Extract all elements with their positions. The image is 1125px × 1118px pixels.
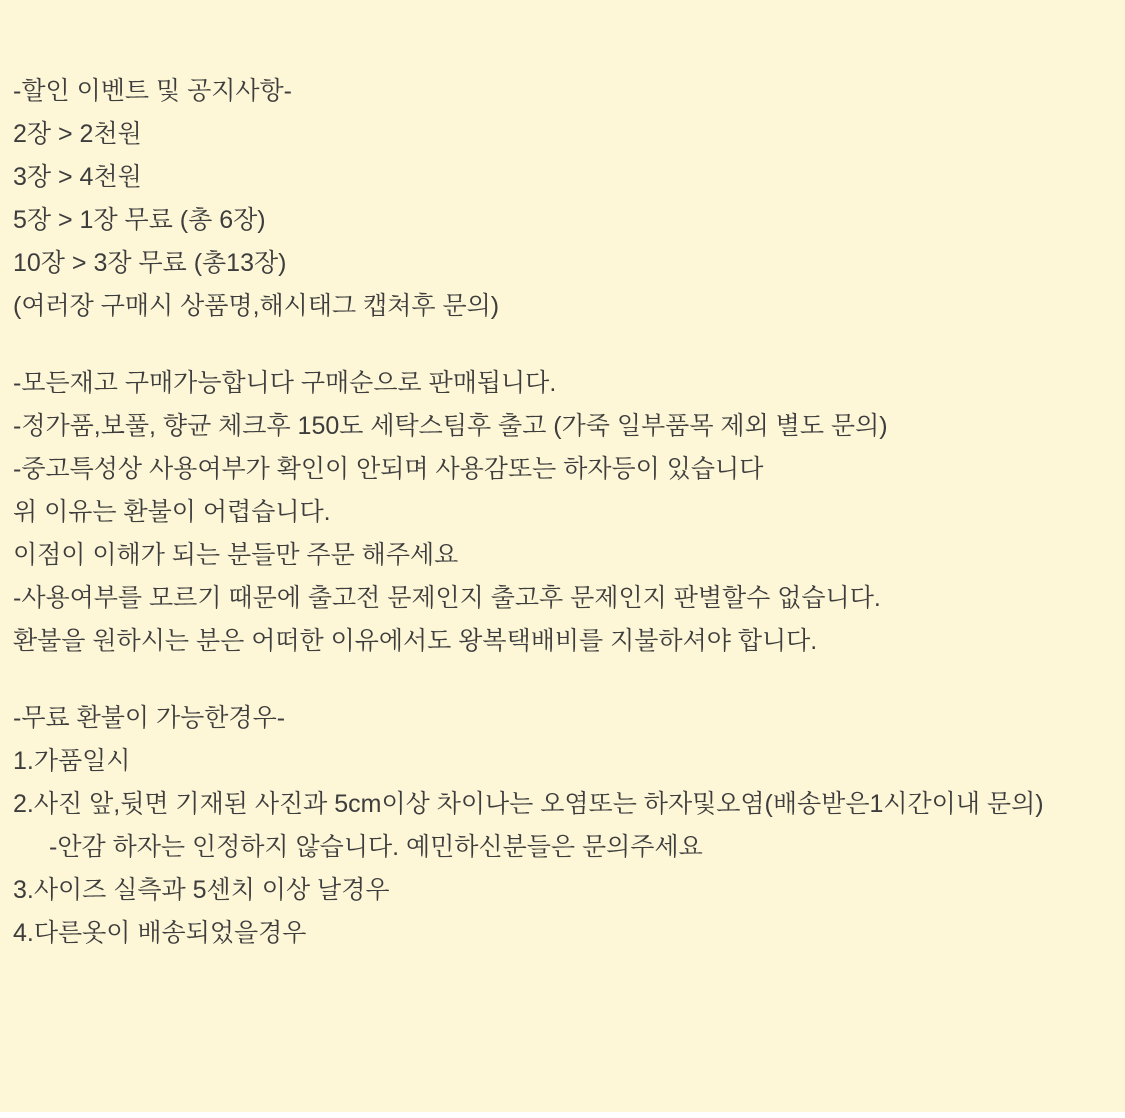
policy-line-order-request: 이점이 이해가 되는 분들만 주문 해주세요 — [13, 541, 459, 569]
discount-section-title: -할인 이벤트 및 공지사항- — [13, 77, 292, 105]
discount-line-multi-purchase-note: (여러장 구매시 상품명,해시태그 캡쳐후 문의) — [13, 292, 500, 320]
free-refund-item-size: 3.사이즈 실측과 5센치 이상 날경우 — [13, 876, 390, 904]
discount-line-10pcs: 10장 > 3장 무료 (총13장) — [13, 249, 287, 277]
discount-line-2pcs: 2장 > 2천원 — [13, 120, 142, 148]
free-refund-note-lining: -안감 하자는 인정하지 않습니다. 예민하신분들은 문의주세요 — [49, 833, 703, 861]
free-refund-item-fake: 1.가품일시 — [13, 747, 131, 775]
policy-line-steam-check: -정가품,보풀, 향균 체크후 150도 세탁스팀후 출고 (가죽 일부품목 제외 별도 문의) — [13, 412, 888, 440]
section-gap — [13, 663, 1105, 697]
free-refund-item-stain: 2.사진 앞,뒷면 기재된 사진과 5cm이상 차이나는 오염또는 하자및오염(배송받은1시간이내 문의) — [13, 790, 1044, 818]
free-refund-item-wrong-item: 4.다른옷이 배송되었을경우 — [13, 919, 307, 947]
policy-line-used-condition: -중고특성상 사용여부가 확인이 안되며 사용감또는 하자등이 있습니다 — [13, 455, 764, 483]
policy-line-stock: -모든재고 구매가능합니다 구매순으로 판매됩니다. — [13, 369, 557, 397]
policy-line-shipping-cost: 환불을 원하시는 분은 어떠한 이유에서도 왕복택배비를 지불하셔야 합니다. — [13, 627, 818, 655]
free-refund-section-title: -무료 환불이 가능한경우- — [13, 704, 286, 732]
policy-line-usage-unknown: -사용여부를 모르기 때문에 출고전 문제인지 출고후 문제인지 판별할수 없습니다. — [13, 584, 881, 612]
discount-line-3pcs: 3장 > 4천원 — [13, 163, 142, 191]
section-gap — [13, 328, 1105, 362]
discount-line-5pcs: 5장 > 1장 무료 (총 6장) — [13, 206, 266, 234]
policy-line-refund-difficult: 위 이유는 환불이 어렵습니다. — [13, 498, 331, 526]
